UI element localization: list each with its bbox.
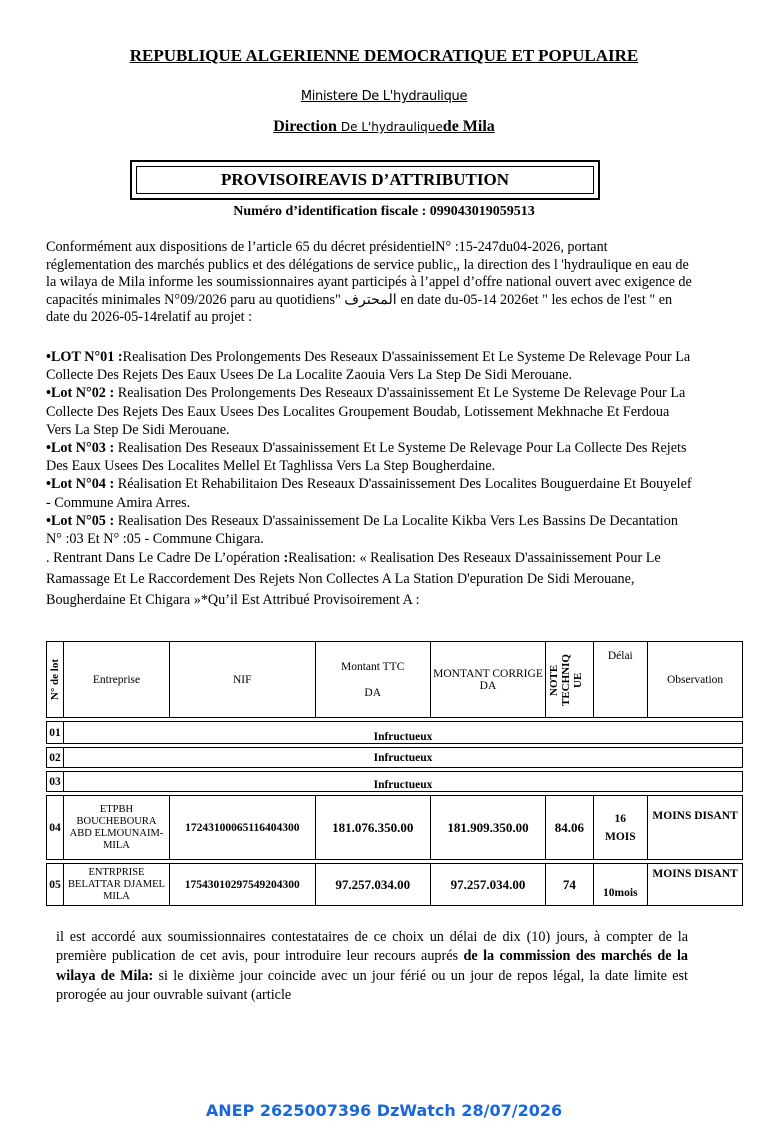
col-montant-corrige-header: MONTANT CORRIGE DA <box>430 642 545 718</box>
award-table <box>46 641 743 906</box>
lot-item: •LOT N°01 :Realisation Des Prolongements Des Reseaux D'assainissement Et Le Systeme De Relevage Pour La Collecte Des Rejets Des Eaux Usees De La Localite Zaouia Vers La Step De Sidi Merouane. <box>46 349 691 384</box>
intro-paragraph: Conformément aux dispositions de l’article 65 du décret présidentielN° :15-247du04-2026, portant réglementation des marchés publics et des délégations de service public,, la direction des l 'hydraulique en eau de la wilaya de Mila informe les soumissionnaires ayant participés à l’appel d’offre national ouvert avec exigence de capacités minimales N°09/2026 paru au quotidiens" المحترف en date du-05-14 2026et " les echos de l'est " en date du 2026-05-14relatif au projet : <box>46 239 692 326</box>
col-observation-header: Observation <box>648 642 743 718</box>
lot-item: •Lot N°03 : Realisation Des Reseaux D'assainissement Et Le Systeme De Relevage Pour La Collecte Des Rejets Des Eaux Usees Des Localites Mellel Et Taghlissa Vers La Step Bougherdaine. <box>46 440 687 475</box>
fiscal-id-line: Numéro d’identification fiscale : 099043019059513 <box>233 204 535 219</box>
col-entreprise-header: Entreprise <box>64 642 170 718</box>
table-row: 04 ETPBH BOUCHEBOURA ABD ELMOUNAIM- MILA 17243100065116404300 181.076.350.00 181.909.350.00 84.06 16 MOIS MOINS DISANT <box>47 796 743 860</box>
direction-post: de Mila <box>442 118 495 135</box>
operation-paragraph: . Rentrant Dans Le Cadre De L’opération :Realisation: « Realisation Des Reseaux D'assainissement Pour Le Ramassage Et Le Raccordement Des Rejets Non Collectes A La Station D'epuration De Sidi Merouane, Bougherdaine Et Chigara »*Qu’il Est Attribué Provisoirement A : <box>46 550 661 609</box>
publication-reference: ANEP 2625007396 DzWatch 28/07/2026 <box>205 1101 563 1120</box>
col-delai-header: Délai <box>593 642 648 718</box>
ministry-line: Ministere De L'hydraulique <box>300 89 468 104</box>
country-header: REPUBLIQUE ALGERIENNE DEMOCRATIQUE ET POPULAIRE <box>129 46 639 65</box>
document-title: PROVISOIREAVIS D’ATTRIBUTION <box>136 166 594 194</box>
lot-item: •Lot N°04 : Réalisation Et Rehabilitaion Des Reseaux D'assainissement Des Localites Bouguerdaine Et Bouyelef - Commune Amira Arres. <box>46 476 692 511</box>
title-box <box>130 160 600 200</box>
table-row: 03 Infructueux <box>47 772 743 792</box>
col-lot-header: N° de lot <box>47 642 64 718</box>
lot-item: •Lot N°05 : Realisation Des Reseaux D'assainissement De La Localite Kikba Vers Les Bassins De Decantation N° :03 Et N° :05 - Commune Chigara. <box>46 512 678 548</box>
col-nif-header: NIF <box>169 642 315 718</box>
col-note-header: NOTE TECHNIQ UE <box>546 642 593 718</box>
direction-line <box>0 118 768 136</box>
col-montant-ttc-header: Montant TTC DA <box>315 642 430 718</box>
table-row: 05 ENTRPRISE BELATTAR DJAMEL MILA 17543010297549204300 97.257.034.00 97.257.034.00 74 10mois MOINS DISANT <box>47 864 743 906</box>
table-header-row <box>47 642 743 718</box>
lots-list <box>46 348 696 611</box>
direction-mid: De L'hydraulique <box>340 120 443 134</box>
table-row: 01 Infructueux <box>47 722 743 744</box>
lot-item: •Lot N°02 : Realisation Des Prolongements Des Reseaux D'assainissement Et Le Systeme De Relevage Pour La Collecte Des Rejets Des Eaux Usees Des Localites Groupement Boudab, Lotissement Mekhnache Et Ferdoua Vers La Step De Sidi Merouane. <box>46 385 686 438</box>
table-row: 02 Infructueux <box>47 748 743 768</box>
direction-pre: Direction <box>273 118 337 135</box>
closing-paragraph: il est accordé aux soumissionnaires contestataires de ce choix un délai de dix (10) jours, à compter de la première publication de cet avis, pour introduire leur recours auprés de la commission des marchés de la wilaya de Mila: si le dixième jour coincide avec un jour férié ou un jour de repos légal, la date limite est prorogée au jour ouvrable suivant (article <box>56 929 688 1004</box>
